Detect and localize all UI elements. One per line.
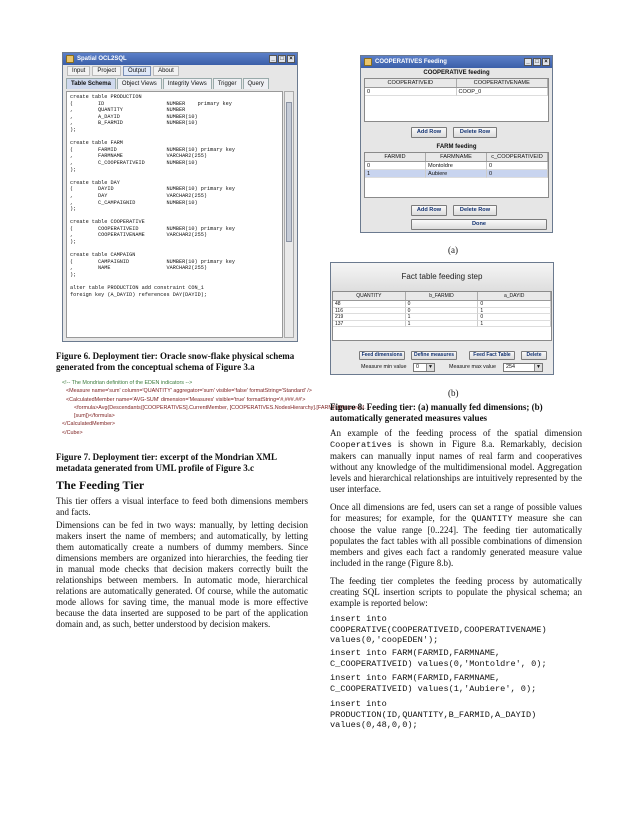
fact-table[interactable] [332,291,552,341]
minimize-icon[interactable]: _ [524,58,532,66]
sql-line [70,279,279,286]
xml-line: </CalculatedMember> [62,421,116,428]
sql-line [70,173,279,180]
maximize-icon[interactable]: □ [533,58,541,66]
code-quantity: QUANTITY [471,514,513,524]
farm-column-header[interactable]: FARMID [365,153,426,161]
measure-max-select[interactable] [503,363,543,372]
paragraph-dims-pre: Once all dimensions are fed, users can set a range of possible values for measures; for example, for the [330,502,582,523]
table-cell[interactable]: 137 [333,321,406,328]
table-cell[interactable]: 1 [478,321,551,328]
coop-titlebar[interactable] [361,56,552,68]
chevron-down-icon: ▼ [534,364,542,371]
sql-line: , A_DAYID NUMBER(10) [70,113,198,120]
ocl2sql-menubar [63,65,297,77]
app-icon [66,55,74,63]
measure-max-label: Measure max value [449,364,497,370]
paragraph-example [330,428,582,495]
sql-insert-production: insert into PRODUCTION(ID,QUANTITY,B_FARMID,A_DAYID) values(0,48,0,0); [330,699,537,730]
table-cell[interactable]: 219 [333,314,406,321]
farm-column-header[interactable]: FARMNAME [426,153,487,161]
fact-column-header[interactable]: b_FARMID [406,292,479,300]
sql-line [70,134,279,141]
sql-line: ); [70,166,77,173]
cooperative-table-body [365,88,548,96]
table-cell[interactable]: 1 [365,170,426,178]
fact-column-header[interactable]: a_DAYID [478,292,551,300]
sql-line: create table PRODUCTION [70,94,142,100]
tab-integrity-views[interactable]: Integrity Views [163,78,212,89]
sql-line: , FARMNAME VARCHAR2(255) [70,153,207,160]
xml-line: </Cube> [62,429,83,436]
farm-column-header[interactable]: c_COOPERATIVEID [487,153,548,161]
maximize-icon[interactable]: □ [278,55,286,63]
sql-line: , NAME VARCHAR2(255) [70,265,207,272]
menu-about[interactable]: About [153,66,179,76]
coop-window-title: COOPERATIVES Feeding [375,59,447,65]
xml-line: <formula>Avg(Descendants([COOPERATIVES].CurrentMember, [COOPERATIVES.NodesHierarchy].[FARM]),[Measures]. [74,404,366,411]
measure-min-value: 0 [416,364,419,370]
measure-min-select[interactable] [413,363,435,372]
table-row[interactable] [365,88,548,96]
cooperatives-feeding-window [360,55,553,233]
sql-line: create table FARM [70,140,123,147]
mondrian-xml-snippet [62,379,366,437]
ocl2sql-tabbar [63,77,297,89]
window-controls [524,58,550,66]
paragraph-tier-intro: This tier offers a visual interface to feed both dimensions members and facts. [56,496,308,517]
define-measures-button[interactable]: Define measures [411,351,457,360]
fact-column-header[interactable]: QUANTITY [333,292,406,300]
table-cell[interactable]: COOP_0 [457,88,549,96]
farm-table[interactable] [364,152,549,198]
farm-table-header [365,153,548,162]
sql-scrollbar[interactable] [284,91,294,338]
table-row[interactable] [365,170,548,178]
sql-line: , COOPERATIVENAME VARCHAR2(255) [70,232,207,239]
sql-line: , DAY VARCHAR2(255) [70,192,207,199]
menu-output[interactable]: Output [123,66,151,76]
sql-line: ( DAYID NUMBER(10) primary key [70,186,235,193]
tab-query[interactable]: Query [243,78,269,89]
delete-button[interactable]: Delete [521,351,547,360]
done-button[interactable]: Done [411,219,547,230]
sql-line: , B_FARMID NUMBER(10) [70,120,198,127]
sql-line: ( FARMID NUMBER(10) primary key [70,146,235,153]
sql-line: ); [70,239,77,246]
figure-8-caption: Figure 8. Feeding tier: (a) manually fed dimensions; (b) automatically generated measures values [330,402,543,423]
delete-row-button[interactable]: Delete Row [453,127,497,138]
table-cell[interactable]: 0 [478,301,551,308]
fact-table-feeding-window [330,262,554,375]
figure-6-caption: Figure 6. Deployment tier: Oracle snow-flake physical schema generated from the conceptual schema of Figure 3.a [56,351,295,372]
sql-line: ( COOPERATIVEID NUMBER(10) primary key [70,225,235,232]
menu-project[interactable]: Project [92,66,121,76]
table-cell[interactable]: Montoldre [426,162,487,170]
table-cell[interactable]: 0 [365,162,426,170]
window-controls [269,55,295,63]
sql-line: foreign key (A_DAYID) references DAY(DAYID); [70,291,207,298]
ocl2sql-title: Spatial OCL2SQL [77,56,127,62]
table-cell[interactable]: 0 [487,170,548,178]
sql-output-textarea[interactable] [66,91,283,338]
close-icon[interactable]: × [542,58,550,66]
xml-line: <!-- The Mondrian definition of the EDEN indicators --> [62,380,193,386]
paragraph-example-post: is shown in Figure 8.a. Remarkably, decision makers can manually input names of real farm and cooperatives without any knowledge of the multidimensional model. Aggregation levels and hierarchical relationships are intuitively represented by the user interface. [330,439,582,494]
table-cell[interactable]: 0 [478,314,551,321]
section-heading: The Feeding Tier [56,478,145,492]
code-cooperatives: Cooperatives [330,440,392,450]
sql-line: ); [70,206,77,213]
paragraph-example-pre: An example of the feeding process of the spatial dimension [330,428,582,438]
cooperative-column-header[interactable]: COOPERATIVENAME [457,79,549,87]
chevron-down-icon: ▼ [426,364,434,371]
sql-insert-farm-1: insert into FARM(FARMID,FARMNAME, C_COOPERATIVEID) values(1,'Aubiere', 0); [330,673,537,694]
sql-line: ( ID NUMBER primary key [70,100,232,107]
sql-line: ( CAMPAIGNID NUMBER(10) primary key [70,258,235,265]
paragraph-dimensions-fed [330,502,582,569]
close-icon[interactable]: × [287,55,295,63]
table-cell[interactable]: 0 [406,308,479,315]
add-row-button[interactable]: Add Row [411,127,447,138]
menu-input[interactable]: Input [67,66,90,76]
delete-row-button-farm[interactable]: Delete Row [453,205,497,216]
xml-line: <CalculatedMember name='AVG-SUM' dimension='Measures' visible='true' formatString='#,###.##'> [66,396,306,403]
sql-insert-cooperative: insert into COOPERATIVE(COOPERATIVEID,COOPERATIVENAME) values(0,'coopEDEN'); [330,614,547,645]
table-cell[interactable]: 1 [406,314,479,321]
table-cell[interactable]: 0 [406,301,479,308]
app-icon [364,58,372,66]
sql-line: ); [70,272,77,279]
cooperative-table[interactable] [364,78,549,122]
farm-table-body [365,162,548,178]
sql-line: ); [70,126,77,133]
table-cell[interactable]: 48 [333,301,406,308]
sql-line [70,213,279,220]
table-row[interactable] [333,321,551,328]
paragraph-dimensions: Dimensions can be fed in two ways: manually, by letting decision makers insert the name of members; and automatically, by letting them automatically create a numbers of dummy members. Since dimensions members are organized into hierarchies, the feeding tier in manual mode checks that decision makers correctly built the relationships between members. In automatic mode, hierarchical relations are automatically generated. Of course, while the automatic mode allows for saving time, the manual mode is more effective because the data inserted are supposed to be part of the application domain and, as such, better understood by decision makers. [56,520,308,629]
paragraph-sql-scripts: The feeding tier completes the feeding process by automatically creating SQL insertion scripts to populate the physical schema; an example is reported below: [330,576,582,608]
sql-line: , QUANTITY NUMBER [70,107,186,114]
table-cell[interactable]: 1 [478,308,551,315]
sql-insert-farm-0: insert into FARM(FARMID,FARMNAME, C_COOPERATIVEID) values(0,'Montoldre', 0); [330,648,547,669]
fact-table-body [333,301,551,327]
fact-table-header [333,292,551,301]
minimize-icon[interactable]: _ [269,55,277,63]
table-row[interactable] [365,162,548,170]
subfigure-b-label: (b) [448,388,459,398]
add-row-button-farm[interactable]: Add Row [411,205,447,216]
sql-line: , C_COOPERATIVEID NUMBER(10) [70,159,198,166]
xml-line: <Measure name='sum' column='QUANTITY' aggregator='sum' visible='false' formatString='Standard' /> [66,388,312,395]
sql-line: create table DAY [70,179,120,186]
paragraph-dims-post: measure she can choose the value range [0..224]. The feeding tier automatically populates the fact tables with all possible combinations of dimension members and gives each fact a randomly generated measure value included in the range (Figure 8.b). [330,513,582,568]
fact-table-title: Fact table feeding step [331,263,553,291]
table-cell[interactable]: Aubiere [426,170,487,178]
feed-dimensions-button[interactable]: Feed dimensions [359,351,405,360]
measure-min-label: Measure min value [361,364,407,370]
xml-line: [sum])</formula> [74,413,115,420]
cooperative-table-header [365,79,548,88]
farm-feeding-title: FARM feeding [436,144,477,150]
sql-line: alter table PRODUCTION add constraint CON_1 [70,285,204,292]
table-cell[interactable]: 0 [487,162,548,170]
sql-line: , C_CAMPAIGNID NUMBER(10) [70,199,198,206]
figure-7-caption: Figure 7. Deployment tier: excerpt of the Mondrian XML metadata generated from UML profile of Figure 3.c [56,452,277,473]
subfigure-a-label: (a) [448,245,458,255]
tab-object-views[interactable]: Object Views [117,78,162,89]
tab-trigger[interactable]: Trigger [213,78,242,89]
ocl2sql-window [62,52,298,342]
ocl2sql-titlebar[interactable] [63,53,297,65]
table-cell[interactable]: 116 [333,308,406,315]
tab-table-schema[interactable]: Table Schema [66,78,116,89]
measure-max-value: 254 [506,364,515,370]
sql-line: create table COOPERATIVE [70,219,145,226]
cooperative-feeding-title: COOPERATIVE feeding [423,70,490,76]
table-cell[interactable]: 1 [406,321,479,328]
table-cell[interactable]: 0 [365,88,457,96]
cooperative-column-header[interactable]: COOPERATIVEID [365,79,457,87]
sql-line: create table CAMPAIGN [70,252,136,259]
sql-scroll-thumb[interactable] [286,102,292,242]
feed-fact-table-button[interactable]: Feed Fact Table [469,351,515,360]
sql-line [70,246,279,253]
